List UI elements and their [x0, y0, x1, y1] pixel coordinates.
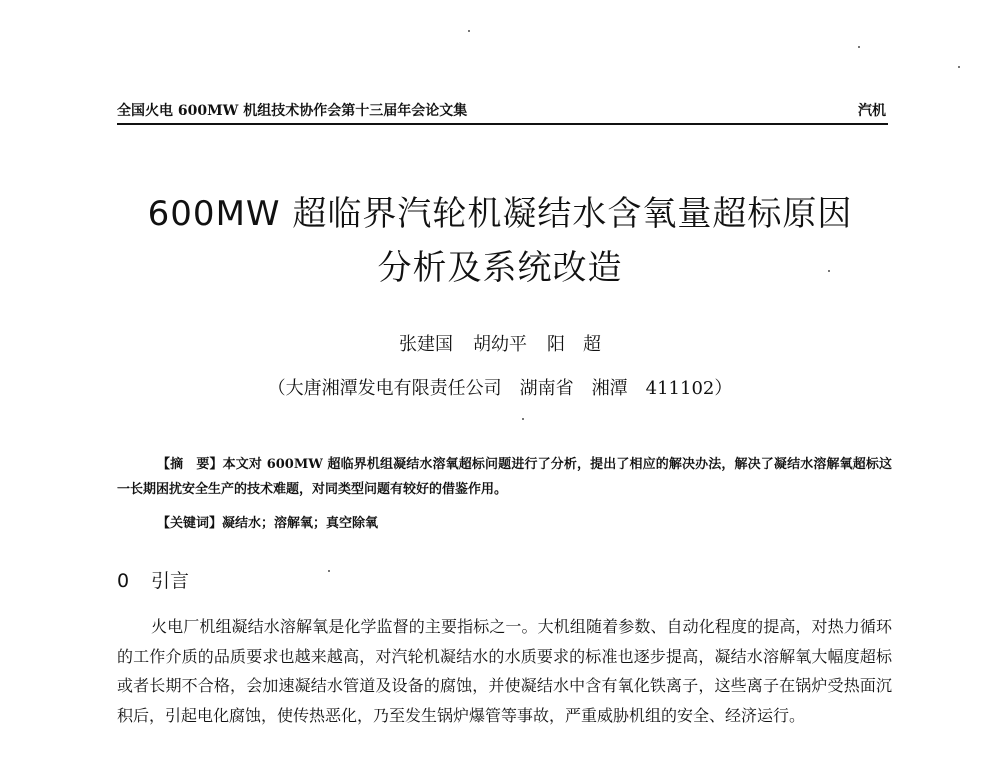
- paper-title-line-2: 分析及系统改造: [377, 248, 623, 288]
- abstract-text: 本文对 600MW 超临界机组凝结水溶氧超标问题进行了分析，提出了相应的解决办法，解决了凝结水溶解氧超标这一长期困扰安全生产的技术难题，对同类型问题有较好的借鉴作用。: [117, 457, 892, 497]
- keywords: [157, 512, 378, 531]
- author-name: 胡幼平: [473, 334, 527, 355]
- affiliation: （大唐湘潭发电有限责任公司 湖南省 湘潭 411102）: [267, 378, 733, 399]
- scan-speck: [468, 30, 470, 32]
- scan-speck: [328, 570, 330, 572]
- keywords-label: 【关键词】: [157, 516, 223, 531]
- scan-speck: [858, 46, 860, 48]
- body-paragraph: 火电厂机组凝结水溶解氧是化学监督的主要指标之一。大机组随着参数、自动化程度的提高，对热力循环的工作介质的品质要求也越来越高，对汽轮机凝结水的水质要求的标准也逐步提高，凝结水溶解氧大幅度超标或者长期不合格，会加速凝结水管道及设备的腐蚀，并使凝结水中含有氧化铁离子，这些离子在锅炉受热面沉积后，引起电化腐蚀，使传热恶化，乃至发生锅炉爆管等事故，严重威胁机组的安全、经济运行。: [117, 617, 892, 725]
- section-heading: [117, 566, 189, 593]
- scan-speck: [828, 270, 830, 272]
- abstract-label: 【摘 要】: [157, 457, 223, 472]
- scan-speck: [522, 418, 524, 420]
- section-number: 0: [117, 570, 130, 592]
- abstract: [117, 452, 892, 502]
- author-list: [0, 330, 1000, 356]
- section-tag: 汽机: [858, 103, 886, 119]
- section-title: 引言: [151, 570, 190, 592]
- scan-speck: [958, 66, 960, 68]
- author-name: 张建国: [399, 334, 453, 355]
- header-rule: [117, 123, 888, 125]
- keywords-text: 凝结水；溶解氧；真空除氧: [222, 516, 379, 531]
- author-name: 阳 超: [547, 334, 601, 355]
- running-head: 全国火电 600MW 机组技术协作会第十三届年会论文集: [117, 103, 468, 119]
- paper-title-line-1: 600MW 超临界汽轮机凝结水含氧量超标原因: [147, 194, 853, 234]
